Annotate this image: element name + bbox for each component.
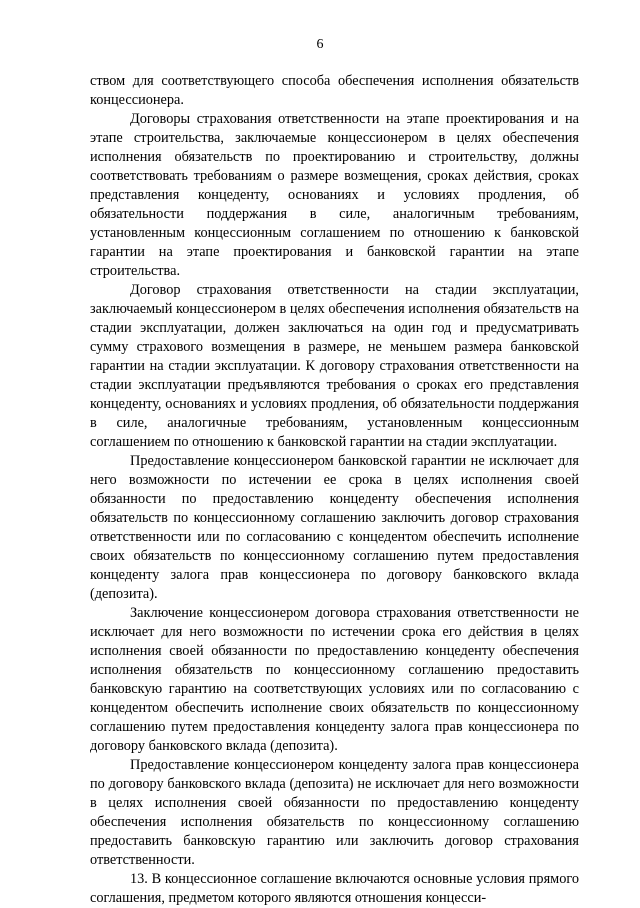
paragraph-liability-insurance-operation: Договор страхования ответственности на стадии эксплуатации, заключаемый концессионером в целях обеспечения исполнения обязательств на стадии эксплуатации, должен заключаться на один год и предусматривать сумму страхового возмещения в размере, не меньшем размера банковской гарантии на стадии эксплуатации. К договору страхования ответственности на стадии эксплуатации предъявляются требования о сроках его представления концеденту, основаниях и условиях продления, об обязательности поддержания в силе, аналогичные требованиям, установленным концессионным соглашением по отношению к банковской гарантии на стадии эксплуатации. — [90, 282, 579, 450]
paragraph-liability-insurance-design-construction: Договоры страхования ответственности на этапе проектирования и на этапе строительства, заключаемые концессионером в целях обеспечения исполнения обязательств по проектированию и строительству, должны соответствовать требованиям о размере возмещения, сроках действия, сроках представления концеденту, основаниях и условиях продления, об обязательности поддержания в силе, аналогичным требованиям, установленным концессионным соглашением по отношению к банковской гарантии на этапе проектирования и банковской гарантии на этапе строительства. — [90, 111, 579, 279]
document-body — [90, 72, 579, 908]
paragraph-pledge-of-rights: Предоставление концессионером концеденту залога прав концессионера по договору банковского вклада (депозита) не исключает для него возможности в целях исполнения своей обязанности по предоставлению концеденту обеспечения исполнения обязательств по концессионному соглашению предоставить банковскую гарантию или заключить договор страхования ответственности. — [90, 757, 579, 868]
paragraph-bank-guarantee: Предоставление концессионером банковской гарантии не исключает для него возможности по истечении ее срока в целях исполнения своей обязанности по предоставлению концеденту обеспечения исполнения обязательств по концессионному соглашению заключить договор страхования ответственности или по согласованию с концедентом обеспечить исполнение своих обязательств по концессионному соглашению путем предоставления концеденту залога прав концессионера по договору банковского вклада (депозита). — [90, 453, 579, 602]
paragraph-insurance-contract: Заключение концессионером договора страхования ответственности не исключает для него возможности по истечении срока его действия в целях исполнения своей обязанности по предоставлению концеденту обеспечения исполнения обязательств по концессионному соглашению предоставить банковскую гарантию на соответствующих условиях или по согласованию с концедентом обеспечить исполнение своих обязательств по концессионному соглашению путем предоставления концеденту залога прав концессионера по договору банковского вклада (депозита). — [90, 605, 579, 754]
page-number: 6 — [316, 37, 324, 52]
paragraph-item-13: 13. В концессионное соглашение включаются основные условия прямого соглашения, предметом которого являются отношения концесси- — [90, 871, 579, 906]
paragraph-continuation: ством для соответствующего способа обеспечения исполнения обязательств концессионера. — [90, 73, 579, 108]
